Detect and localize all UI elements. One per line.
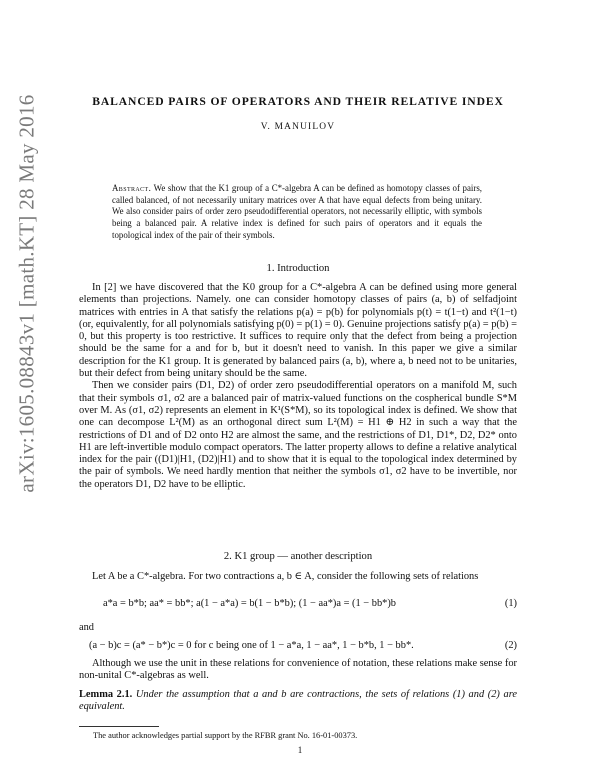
lemma-text: Under the assumption that a and b are contractions, the sets of relations (1) and (2) are equivalent. [79,689,517,713]
lemma-label: Lemma 2.1. [79,689,133,700]
abstract-label: Abstract. [112,183,152,193]
and-text: and [79,622,95,633]
paragraph: Although we use the unit in these relations for convenience of notation, these relations make sense for non-unital C*-algebras as well. [79,658,517,682]
author: V. MANUILOV [260,122,336,132]
footnote: The author acknowledges partial support by the RFBR grant No. 16-01-00373. [93,731,358,740]
paragraph: Then we consider pairs (D1, D2) of order zero pseudodifferential operators on a manifold M, such that their symbols σ1, σ2 are a balanced pair of matrix-valued functions on the cospherical bundle S*M over M. As (σ1, σ2) represents an element in K¹(S*M), so its topological index is defined. We show that one can decompose L²(M) as an orthogonal direct sum L²(M) = H1 ⊕ H2 in such a way that the restrictions of D1 and of D2 onto H2 are almost the same, and the restrictions of D1, D1*, D2, D2* onto H1 are left-invertible modulo compact operators. The latter property allows to define a relative analytical index for the pair ((D1)|H1, (D2)|H1) and to show that it is equal to the topological index determined by the pair of symbols. We need hardly mention that neither the symbols σ1, σ2 have to be invertible, nor the operators D1, D2 have to be elliptic. [79,380,517,490]
section2-continued [79,658,517,683]
abstract [112,183,482,242]
paper-title: BALANCED PAIRS OF OPERATORS AND THEIR RELATIVE INDEX [92,95,504,108]
lemma [79,689,517,714]
equation-number: (2) [504,640,517,651]
section-heading-introduction: 1. Introduction [266,263,330,274]
equation-2 [79,640,517,654]
equation-text: a*a = b*b; aa* = bb*; a(1 − a*a) = b(1 − b*b); (1 − aa*)a = (1 − bb*)b [103,598,396,609]
abstract-text: We show that the K1 group of a C*-algebra A can be defined as homotopy classes of pairs, called balanced, of not necessarily unitary matrices over A that have equal defects from being unitary. We also consider pairs of order zero pseudodifferential operators, not necessarily elliptic, with symbols being a balanced pair. A relative index is defined for such pairs of operators and it equals the topological index of the pair of their symbols. [112,183,482,240]
arxiv-stamp: arXiv:1605.08843v1 [math.KT] 28 May 2016 [14,93,39,493]
equation-text: (a − b)c = (a* − b*)c = 0 for c being one of 1 − a*a, 1 − aa*, 1 − b*b, 1 − bb*. [89,640,414,651]
section-heading-k1: 2. K1 group — another description [223,551,373,562]
paragraph: Let A be a C*-algebra. For two contractions a, b ∈ A, consider the following sets of relations [92,571,479,582]
introduction-body [79,282,517,491]
equation-number: (1) [504,598,517,609]
equation-1 [79,598,517,612]
paragraph: In [2] we have discovered that the K0 group for a C*-algebra A can be defined using more general elements than projections. Namely. one can consider homotopy classes of pairs (a, b) of selfadjoint matrices with entries in A that satisfy the relations p(a) = p(b) for polynomials p(t) = t(1−t) and t²(1−t) (or, equivalently, for all polynomials satisfying p(0) = p(1) = 0). Genuine projections satisfy p(a) = p(b) = 0, but this property is too restrictive. It suffices to require only that the defect from being a projection should be the same for a and for b, but it doesn't need to vanish. In this paper we give a similar description for the K1 group. It is generated by balanced pairs (a, b), where a, b need not to be unitaries, but their defect from being unitary should be the same. [79,282,517,380]
footnote-rule [79,726,159,727]
section2-body [79,571,517,671]
page-number: 1 [297,745,303,755]
